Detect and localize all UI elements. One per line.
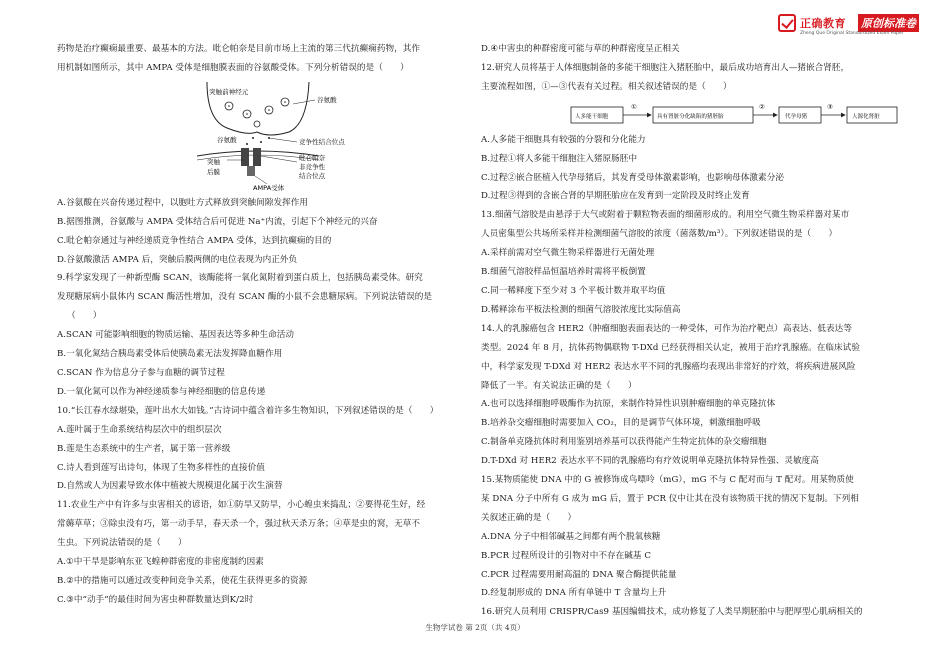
flow-step-1: ① <box>631 102 637 111</box>
q12-line: 12.研究人员将基于人体细胞制备的多能干细胞注入猪胚胎中，最后成功培育出人—猪嵌合肾胚， <box>481 62 850 73</box>
flow-box-surrogate: 代孕母猪 <box>785 113 808 120</box>
q16-line: 16.研究人员利用 CRISPR/Cas9 基因编辑技术，成功修复了人类早期胚胎中与肥厚型心肌病相关的 <box>481 607 863 618</box>
q11-line: 11.农业生产中有许多与虫害相关的谚语，如①防旱又防旱，小心蝗虫来捣乱；②要得花生好，经 <box>57 500 426 511</box>
q15-option: B.PCR 过程所设计的引物对中不存在碱基 C <box>481 550 651 561</box>
q14-line: 类型。2024 年 8 月，抗体药物偶联物 T-DXd 已经获得相关认定，被用于治疗乳腺癌。在临床试验 <box>481 342 860 353</box>
q10-option: B.莲是生态系统中的生产者，属于第一营养级 <box>57 443 231 454</box>
q14-line: 降低了一半。有关说法正确的是（ ） <box>481 380 637 391</box>
q10-line: 10.“长江春水绿堪染，莲叶出水大如钱。”古诗词中蕴含着许多生物知识，下列叙述错误的是（ ） <box>57 405 439 416</box>
q9-line: 9.科学家发现了一种新型酶 SCAN，该酶能将一氧化氮附着到蛋白质上，包括胰岛素受体。研究 <box>57 273 423 284</box>
q14-line: 中，科学家发现 T-DXd 对 HER2 表达水平不同的乳腺癌均表现出非常好的疗效，将疾病进展风险 <box>481 361 856 372</box>
q8-option: B.据图推测，谷氨酸与 AMPA 受体结合后可促进 Na⁺内流，引起下个神经元的兴奋 <box>57 216 378 227</box>
q15-option: C.PCR 过程需要用耐高温的 DNA 聚合酶提供能量 <box>481 569 677 580</box>
q9-line: （ ） <box>67 311 102 322</box>
q13-option: D.稀释涂布平板法检测的细菌气溶胶浓度比实际值高 <box>481 304 681 315</box>
q12-option: C.过程②嵌合胚植入代孕母猪后，其发育受母体激素影响，也影响母体激素分泌 <box>481 172 784 183</box>
checkmark-icon <box>778 14 796 32</box>
label-glutamate: 谷氨酸 <box>317 95 337 104</box>
logo-subtitle: Zheng Que Original Standardized Exam Paper <box>800 31 904 36</box>
q12-option: A.人多能干细胞具有较强的分裂和分化能力 <box>481 134 646 145</box>
q11-option: A.①中干旱是影响东亚飞蝗种群密度的非密度制约因素 <box>57 557 264 568</box>
label-competitive-site: 竞争性结合位点 <box>299 137 345 146</box>
q14-line: 14.人的乳腺癌包含 HER2（肿瘤细胞表面表达的一种受体，可作为治疗靶点）高表达、低表达等 <box>481 323 852 334</box>
page-footer: 生物学试卷 第 2页（共 4页） <box>425 623 525 632</box>
q13-option: A.采样前需对空气微生物采样器进行无菌处理 <box>481 248 655 259</box>
left-column <box>57 40 477 610</box>
label-noncompetitive: 非竞争性 <box>299 162 326 171</box>
q14-option: B.培养杂交瘤细胞时需要加入 CO₂，目的是调节气体环境，刺激细胞呼吸 <box>481 418 761 429</box>
q15-line: 15.某物质能使 DNA 中的 G 被修饰成鸟嘌呤（mG），mG 不与 C 配对而与 T 配对。用某物质使 <box>481 475 854 486</box>
q12-flowchart <box>481 97 901 131</box>
intro-line: 用机制如图所示，其中 AMPA 受体是细胞膜表面的谷氨酸受体。下列分析错误的是（ ） <box>57 62 409 73</box>
q11-option: D.④中害虫的种群密度可能与草的种群密度呈正相关 <box>481 44 680 54</box>
q12-line: 主要流程如图，①—③代表有关过程。相关叙述错误的是（ ） <box>481 81 732 92</box>
q9-line: 发现糖尿病小鼠体内 SCAN 酶活性增加，没有 SCAN 酶的小鼠不会患糖尿病。下列说法错误的是 <box>57 292 433 303</box>
q13-option: B.细菌气溶胶样品恒温培养时需将平板倒置 <box>481 267 646 278</box>
q15-line: 关叙述正确的是（ ） <box>481 512 577 523</box>
q12-option: B.过程①将人多能干细胞注入猪原肠胚中 <box>481 153 638 164</box>
q11-option: B.②中的措施可以通过改变种间竞争关系，使花生获得更多的资源 <box>57 575 308 586</box>
q14-option: A.也可以选择细胞呼吸酶作为抗原，来制作特异性识别肿瘤细胞的单克隆抗体 <box>481 399 776 410</box>
label-drug: 吡仑帕奈 <box>299 153 326 162</box>
q8-option: A.谷氨酸在兴奋传递过程中，以胞吐方式释放到突触间隙发挥作用 <box>57 197 309 208</box>
q9-option: B.一氧化氮结合胰岛素受体后使胰岛素无法发挥降血糖作用 <box>57 349 283 360</box>
q14-option: D.T-DXd 对 HER2 表达水平不同的乳腺癌均有疗效说明单克隆抗体特异性强、灵敏度高 <box>481 456 819 467</box>
q8-option: D.谷氨酸激活 AMPA 后，突触后膜两侧的电位表现为内正外负 <box>57 254 298 265</box>
synapse-diagram <box>57 80 477 192</box>
synapse-figure <box>57 80 477 192</box>
label-postsynaptic-2: 后膜 <box>207 167 221 176</box>
q13-line: 13.细菌气溶胶是由悬浮于大气或附着于颗粒物表面的细菌形成的。利用空气微生物采样器对某市 <box>481 210 850 221</box>
q13-line: 人员密集型公共场所采样并检测细菌气溶胶的浓度（菌落数/m³）。下列叙述错误的是（ ） <box>481 229 838 240</box>
label-postsynaptic-1: 突触 <box>207 157 221 166</box>
q15-option: A.DNA 分子中相邻碱基之间都有两个脱氧核糖 <box>481 531 661 542</box>
q12-option: D.过程③得到的含嵌合肾的早期胚胎应在发育到一定阶段及时终止发育 <box>481 191 750 202</box>
flow-box-kidney: 人源化肾脏 <box>852 113 880 120</box>
flow-step-2: ② <box>759 102 765 111</box>
label-binding-site: 结合位点 <box>299 171 326 180</box>
q15-line: 某 DNA 分子中所有 G 成为 mG 后，置于 PCR 仪中让其在没有该物质干扰的情况下复制。下列相 <box>481 493 859 504</box>
label-glutamate-2: 谷氨酸 <box>217 135 237 144</box>
label-ampa: AMPA受体 <box>253 183 285 192</box>
q9-option: D.一氧化氮可以作为神经递质参与神经细胞的信息传递 <box>57 386 266 397</box>
logo-text-right: 原创标准卷 <box>858 14 919 32</box>
q9-option: A.SCAN 可能影响细胞的物质运输、基因表达等多种生命活动 <box>57 330 295 341</box>
flowchart-diagram <box>481 97 901 131</box>
q11-option: C.③中“动手”的最佳时间为害虫种群数量达到K/2时 <box>57 594 254 605</box>
q9-option: C.SCAN 作为信息分子参与血糖的调节过程 <box>57 367 225 378</box>
q13-option: C.同一稀释度下至少对 3 个平板计数并取平均值 <box>481 285 666 296</box>
q10-option: A.莲叶属于生命系统结构层次中的组织层次 <box>57 424 222 435</box>
intro-line: 药物是治疗癫痫最重要、最基本的方法。吡仑帕奈是目前市场上主流的第三代抗癫痫药物，其作 <box>57 44 421 54</box>
right-column <box>481 40 901 622</box>
logo-text-left: 正确教育 <box>800 17 846 30</box>
q11-line: 生虫。下列说法错误的是（ ） <box>57 538 187 549</box>
q14-option: C.制备单克隆抗体时利用鉴别培养基可以获得能产生特定抗体的杂交瘤细胞 <box>481 437 767 448</box>
flow-step-3: ③ <box>827 102 833 111</box>
q8-option: C.吡仑帕奈通过与神经递质竞争性结合 AMPA 受体，达到抗癫痫的目的 <box>57 235 332 246</box>
flow-box-stem-cells: 人多能干细胞 <box>575 113 609 120</box>
label-presynaptic: 突触前神经元 <box>209 87 249 96</box>
q10-option: D.自然或人为因素导致水体中植被大规模退化属于次生演替 <box>57 481 283 492</box>
q10-option: C.诗人看到莲写出诗句，体现了生物多样性的直接价值 <box>57 462 265 473</box>
q11-line: 常薅草草；③除虫没有巧，第一动手早，春天杀一个，强过秋天杀万条；④草是虫的窝，无草不 <box>57 519 421 530</box>
flow-box-pig-embryo: 具有肾脏分化缺陷的猪胚胎 <box>657 113 724 120</box>
q15-option: D.经复制形成的 DNA 所有单链中 T 含量均上升 <box>481 588 667 599</box>
